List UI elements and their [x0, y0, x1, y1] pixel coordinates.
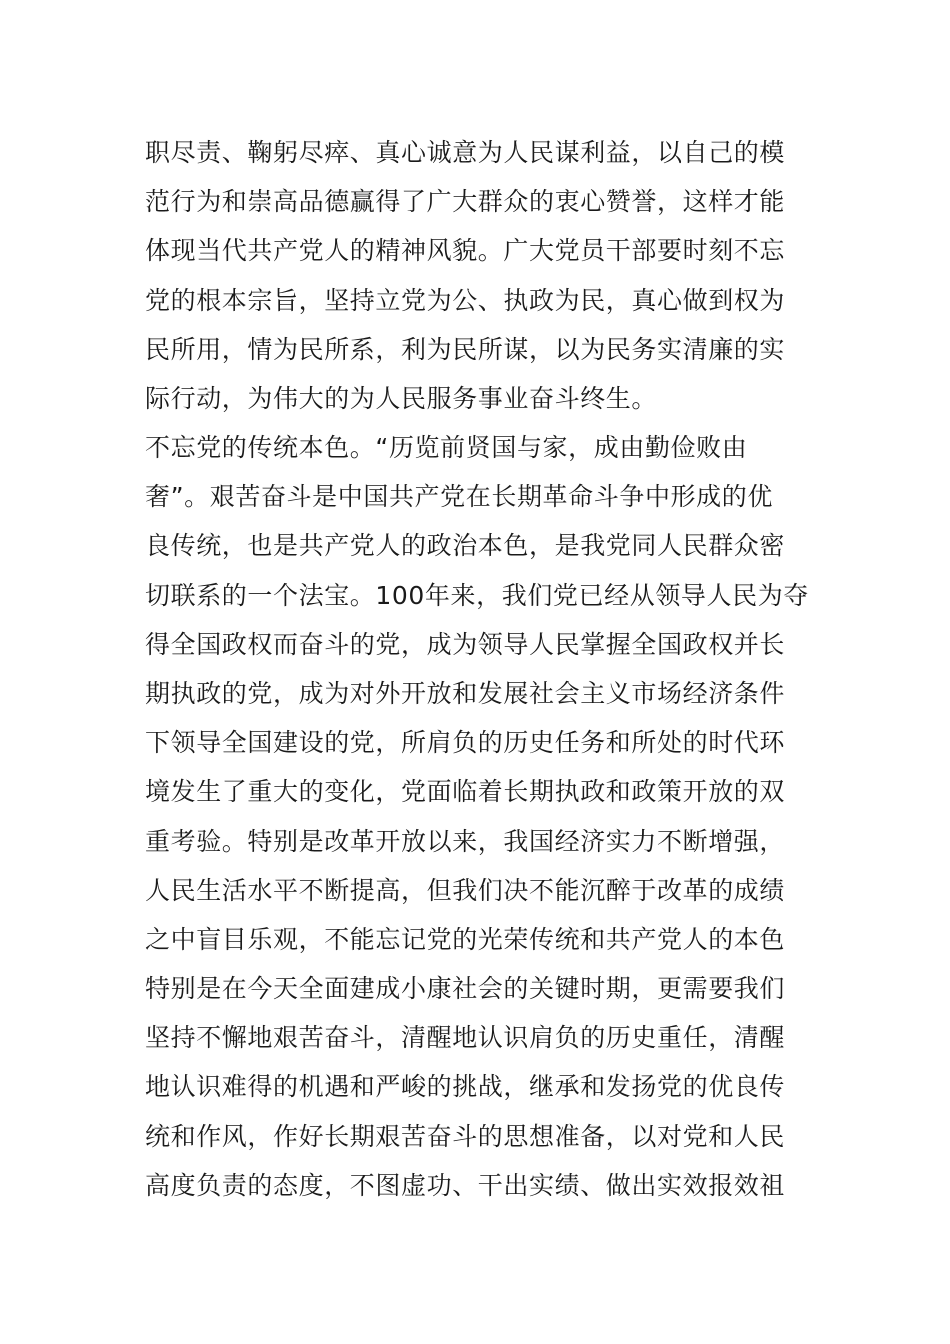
text-line: 期执政的党，成为对外开放和发展社会主义市场经济条件 [145, 678, 786, 708]
paragraph-2 [145, 423, 825, 1210]
text-line: 坚持不懈地艰苦奋斗，清醒地认识肩负的历史重任，清醒 [145, 1023, 786, 1053]
text-line: 奢”。艰苦奋斗是中国共产党在长期革命斗争中形成的优 [145, 482, 773, 512]
text-line: 切联系的一个法宝。100年来，我们党已经从领导人民为夺 [145, 580, 809, 610]
text-line: 重考验。特别是改革开放以来，我国经济实力不断增强， [145, 826, 786, 856]
text-line: 际行动，为伟大的为人民服务事业奋斗终生。 [145, 383, 658, 413]
text-line: 范行为和崇高品德赢得了广大群众的衷心赞誉，这样才能 [145, 187, 786, 217]
text-line: 境发生了重大的变化，党面临着长期执政和政策开放的双 [145, 777, 786, 807]
text-line: 人民生活水平不断提高，但我们决不能沉醉于改革的成绩 [145, 875, 786, 905]
text-line: 党的根本宗旨，坚持立党为公、执政为民，真心做到权为 [145, 285, 786, 315]
text-line: 不忘党的传统本色。“历览前贤国与家，成由勤俭败由 [145, 433, 748, 462]
text-line: 民所用，情为民所系，利为民所谋，以为民务实清廉的实 [145, 334, 786, 364]
text-line: 之中盲目乐观，不能忘记党的光荣传统和共产党人的本色 [145, 924, 786, 954]
paragraph-1 [145, 128, 825, 423]
text-line: 良传统，也是共产党人的政治本色，是我党同人民群众密 [145, 531, 786, 561]
text-line: 统和作风，作好长期艰苦奋斗的思想准备，以对党和人民 [145, 1121, 786, 1151]
text-line: 得全国政权而奋斗的党，成为领导人民掌握全国政权并长 [145, 629, 786, 659]
text-line: 地认识难得的机遇和严峻的挑战，继承和发扬党的优良传 [145, 1072, 786, 1102]
text-line: 高度负责的态度，不图虚功、干出实绩、做出实效报效祖 [145, 1170, 786, 1200]
text-line: 职尽责、鞠躬尽瘁、真心诚意为人民谋利益，以自己的模 [145, 138, 786, 167]
text-line: 体现当代共产党人的精神风貌。广大党员干部要时刻不忘 [145, 236, 786, 266]
text-line: 特别是在今天全面建成小康社会的关键时期，更需要我们 [145, 974, 786, 1004]
text-line: 下领导全国建设的党，所肩负的历史任务和所处的时代环 [145, 728, 786, 758]
